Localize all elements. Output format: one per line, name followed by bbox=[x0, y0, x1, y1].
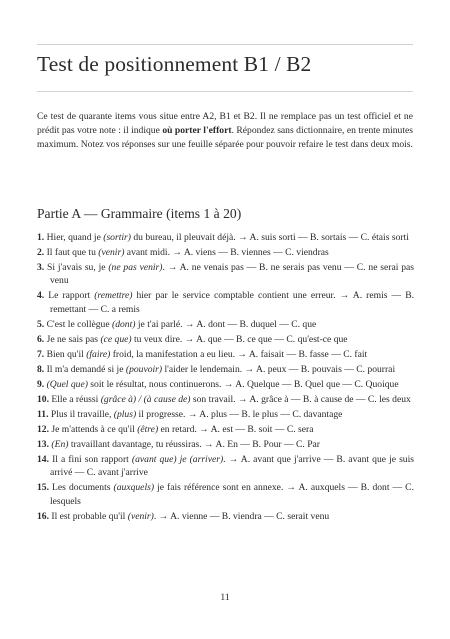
question-number: 15. bbox=[37, 482, 49, 494]
question-item bbox=[37, 453, 414, 480]
question-item bbox=[37, 333, 414, 346]
question-text: Les documents bbox=[52, 482, 114, 494]
question-hint: (avant que) je (arriver) bbox=[131, 453, 224, 465]
top-rule bbox=[37, 44, 413, 45]
question-item bbox=[37, 510, 414, 523]
question-choices: froid, la manifestation a eu lieu. → A. faisait — B. fasse — C. fait bbox=[110, 348, 368, 360]
question-item bbox=[37, 378, 414, 391]
question-choices: . → A. avant que j'arrive — B. avant que je suis arrivé — C. avant j'arrive bbox=[50, 453, 414, 479]
question-hint: (ne pas venir) bbox=[108, 262, 163, 273]
question-hint: (Quel que) bbox=[46, 378, 88, 390]
question-choices: en retard. → A. est — B. soit — C. sera bbox=[158, 423, 314, 435]
question-text: Il m'a demandé si je bbox=[46, 363, 126, 375]
question-choices: travaillant davantage, tu réussiras. → A. En — B. Pour — C. Par bbox=[68, 438, 320, 450]
question-item bbox=[37, 393, 414, 406]
question-text: Elle a réussi bbox=[51, 393, 101, 405]
question-choices: tu veux dire. → A. que — B. ce que — C. qu'est-ce que bbox=[131, 333, 348, 345]
question-choices: l'aider le lendemain. → A. peux — B. pouvais — C. pourrai bbox=[162, 363, 396, 375]
question-hint: (sortir) bbox=[103, 232, 131, 243]
question-number: 11. bbox=[37, 408, 49, 420]
question-text: Plus il travaille, bbox=[50, 408, 114, 420]
question-choices: avant midi. → A. viens — B. viennes — C. viendras bbox=[124, 247, 329, 258]
intro-text-before: Ce test de quarante items vous situe entre A2, B1 et B2. Il ne remplace pas un test officiel et ne prédit pas votre note : il indique bbox=[37, 111, 413, 137]
question-item bbox=[37, 423, 414, 436]
question-choices: il progresse. → A. plus — B. le plus — C. davantage bbox=[136, 408, 343, 420]
question-item bbox=[37, 261, 414, 288]
question-item bbox=[37, 481, 414, 508]
question-text: Il est probable qu'il bbox=[51, 510, 128, 522]
question-hint: (faire) bbox=[86, 348, 111, 360]
question-number: 16. bbox=[37, 510, 49, 522]
section-title: Partie A — Grammaire (items 1 à 20) bbox=[37, 206, 242, 221]
intro-emphasis: où porter l'effort bbox=[162, 125, 232, 137]
question-choices: son travail. → A. grâce à — B. à cause de — C. les deux bbox=[190, 393, 411, 405]
question-hint: (plus) bbox=[113, 408, 137, 420]
question-list bbox=[37, 231, 414, 525]
question-text: Hier, quand je bbox=[46, 232, 104, 243]
question-choices: . → A. ne venais pas — B. ne serais pas venu — C. ne serai pas venu bbox=[50, 262, 415, 287]
question-hint: (être) bbox=[137, 423, 159, 435]
question-number: 4. bbox=[37, 290, 45, 302]
question-number: 1. bbox=[37, 232, 45, 243]
intro-paragraph bbox=[37, 110, 413, 153]
question-number: 7. bbox=[37, 348, 45, 360]
question-number: 6. bbox=[37, 333, 45, 345]
question-number: 8. bbox=[37, 363, 45, 375]
question-choices: hier par le service comptable contient une erreur. → A. remis — B. remettant — C. a remis bbox=[50, 290, 414, 315]
question-hint: (ce que) bbox=[100, 333, 132, 345]
question-text: Je ne sais pas bbox=[46, 333, 101, 345]
question-number: 12. bbox=[37, 423, 49, 435]
question-item bbox=[37, 231, 414, 244]
question-item bbox=[37, 363, 414, 376]
question-choices: . → A. vienne — B. viendra — C. serait venu bbox=[153, 510, 330, 522]
question-item bbox=[37, 408, 414, 421]
question-number: 10. bbox=[37, 393, 49, 405]
question-item bbox=[37, 318, 414, 331]
question-text: Il faut que tu bbox=[46, 247, 99, 258]
question-item bbox=[37, 289, 414, 316]
page-title: Test de positionnement B1 / B2 bbox=[37, 52, 312, 76]
question-text: Le rapport bbox=[48, 290, 95, 302]
question-item bbox=[37, 348, 414, 361]
question-choices: je t'ai parlé. → A. dont — B. duquel — C. que bbox=[135, 318, 317, 330]
question-hint: (pouvoir) bbox=[125, 363, 163, 375]
page-number: 11 bbox=[220, 592, 230, 603]
question-hint: (En) bbox=[51, 438, 69, 450]
question-hint: (dont) bbox=[112, 318, 136, 330]
question-hint: (auxquels) bbox=[113, 482, 155, 494]
question-choices: je fais référence sont en annexe. → A. auxquels — B. dont — C. lesquels bbox=[50, 482, 414, 507]
question-hint: (venir) bbox=[98, 247, 125, 258]
title-rule bbox=[37, 91, 413, 92]
question-number: 9. bbox=[37, 378, 45, 390]
question-text: C'est le collègue bbox=[46, 318, 113, 330]
question-text: Si j'avais su, je bbox=[47, 262, 109, 273]
question-hint: (grâce à) / (à cause de) bbox=[100, 393, 191, 405]
question-number: 5. bbox=[37, 318, 45, 330]
question-number: 13. bbox=[37, 438, 49, 450]
question-item bbox=[37, 438, 414, 451]
question-text: Je m'attends à ce qu'il bbox=[51, 423, 138, 435]
question-hint: (remettre) bbox=[94, 290, 133, 302]
question-number: 2. bbox=[37, 247, 45, 258]
question-item bbox=[37, 246, 414, 259]
question-choices: du bureau, il pleuvait déjà. → A. suis sorti — B. sortais — C. étais sorti bbox=[130, 232, 409, 243]
question-choices: soit le résultat, nous continuerons. → A. Quelque — B. Quel que — C. Quoique bbox=[87, 378, 399, 390]
question-text: Il a fini son rapport bbox=[52, 453, 132, 465]
intro-text-after: . Répondez sans dictionnaire, en trente minutes maximum. Notez vos réponses sur une feuille séparée pour pouvoir refaire le test dans deux mois. bbox=[37, 125, 413, 151]
question-number: 14. bbox=[37, 453, 49, 465]
question-text: Bien qu'il bbox=[46, 348, 87, 360]
question-number: 3. bbox=[37, 262, 45, 273]
question-hint: (venir) bbox=[127, 510, 154, 522]
